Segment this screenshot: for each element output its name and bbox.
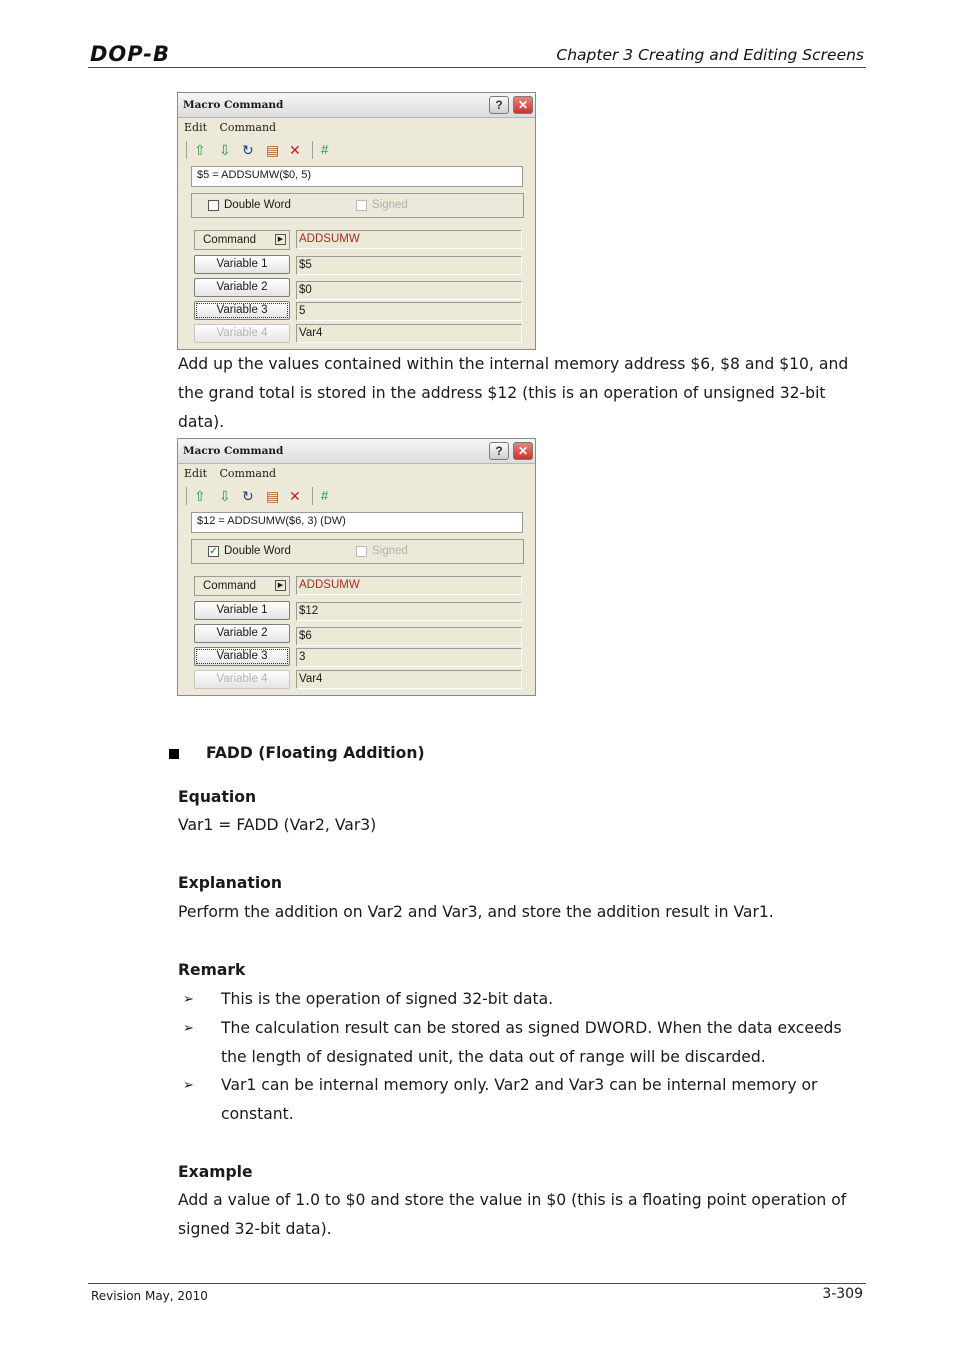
dialog-title: Macro Command (183, 99, 284, 111)
variable-4-button[interactable]: Variable 4 (194, 670, 290, 689)
section-title: FADD (Floating Addition) (206, 744, 425, 762)
signed-label: Signed (372, 199, 408, 211)
variable-2-button[interactable]: Variable 2 (194, 624, 290, 643)
revision-text: Revision May, 2010 (91, 1289, 208, 1303)
delete-icon[interactable]: ✕ (289, 142, 301, 158)
move-up-icon[interactable]: ⇧ (194, 488, 206, 504)
remark-item: ➢ This is the operation of signed 32-bit data. (183, 985, 865, 1014)
brand-logo: DOP-B (90, 42, 171, 66)
header-divider (88, 67, 866, 68)
undo-icon[interactable]: ↻ (242, 488, 254, 504)
command-selector[interactable] (194, 230, 290, 250)
arrow-bullet-icon: ➢ (183, 1021, 194, 1036)
variable-1-button[interactable]: Variable 1 (194, 255, 290, 274)
expression-field[interactable]: $5 = ADDSUMW($0, 5) (191, 166, 523, 187)
footer-divider (88, 1283, 866, 1284)
move-down-icon[interactable]: ⇩ (219, 142, 231, 158)
help-icon[interactable]: ? (489, 96, 509, 114)
explanation-heading: Explanation (178, 874, 282, 892)
variable-1-field[interactable]: $12 (296, 602, 522, 621)
move-down-icon[interactable]: ⇩ (219, 488, 231, 504)
variable-4-field[interactable]: Var4 (296, 324, 522, 343)
command-selector[interactable] (194, 576, 290, 596)
dialog-title-bar (178, 439, 535, 464)
variable-1-field[interactable]: $5 (296, 256, 522, 275)
menu-edit[interactable]: Edit (184, 121, 208, 134)
equation-text: Var1 = FADD (Var2, Var3) (178, 816, 377, 834)
close-icon[interactable]: ✕ (513, 442, 533, 460)
undo-icon[interactable]: ↻ (242, 142, 254, 158)
hash-icon[interactable]: # (321, 488, 329, 503)
variable-2-field[interactable]: $0 (296, 281, 522, 300)
macro-command-dialog-2 (177, 438, 536, 696)
menu-bar (184, 467, 285, 480)
page-number: 3-309 (822, 1286, 863, 1302)
play-icon: ▶ (275, 234, 286, 245)
command-label: Command (203, 580, 257, 592)
variable-2-field[interactable]: $6 (296, 627, 522, 646)
double-word-checkbox[interactable] (208, 200, 219, 211)
note-icon[interactable]: ▤ (266, 488, 280, 504)
variable-4-field[interactable]: Var4 (296, 670, 522, 689)
menu-command[interactable]: Command (219, 121, 277, 134)
explanation-text: Perform the addition on Var2 and Var3, and store the addition result in Var1. (178, 903, 774, 921)
intro-paragraph: Add up the values contained within the internal memory address $6, $8 and $10, and the grand total is stored in the address $12 (this is an operation of unsigned 32-bit data). (178, 355, 849, 431)
macro-command-dialog-1 (177, 92, 536, 350)
equation-heading: Equation (178, 788, 257, 806)
signed-label: Signed (372, 545, 408, 557)
arrow-bullet-icon: ➢ (183, 1078, 194, 1093)
signed-checkbox[interactable] (356, 200, 367, 211)
remark-heading: Remark (178, 961, 246, 979)
menu-command[interactable]: Command (219, 467, 277, 480)
hash-icon[interactable]: # (321, 142, 329, 157)
command-label: Command (203, 234, 257, 246)
dialog-title-bar (178, 93, 535, 118)
double-word-label: Double Word (224, 199, 291, 211)
variable-3-field[interactable]: 3 (296, 648, 522, 667)
delete-icon[interactable]: ✕ (289, 488, 301, 504)
options-group (191, 193, 524, 218)
note-icon[interactable]: ▤ (266, 142, 280, 158)
signed-checkbox[interactable] (356, 546, 367, 557)
variable-4-button[interactable]: Variable 4 (194, 324, 290, 343)
example-heading: Example (178, 1163, 253, 1181)
example-text: Add a value of 1.0 to $0 and store the value in $0 (this is a floating point operation of signed 32-bit data). (178, 1191, 847, 1238)
menu-bar (184, 121, 285, 134)
variable-2-button[interactable]: Variable 2 (194, 278, 290, 297)
double-word-checkbox[interactable]: ✓ (209, 546, 218, 557)
play-icon: ▶ (275, 580, 286, 591)
variable-1-button[interactable]: Variable 1 (194, 601, 290, 620)
variable-3-field[interactable]: 5 (296, 302, 522, 321)
remark-item: ➢ The calculation result can be stored as signed DWORD. When the data exceeds the length of designated unit, the data out of range will be discarded. (183, 1014, 865, 1072)
arrow-bullet-icon: ➢ (183, 992, 194, 1007)
variable-3-button[interactable]: Variable 3 (194, 647, 290, 666)
close-icon[interactable]: ✕ (513, 96, 533, 114)
command-value: ADDSUMW (296, 230, 522, 249)
options-group (191, 539, 524, 564)
help-icon[interactable]: ? (489, 442, 509, 460)
remark-item: ➢ Var1 can be internal memory only. Var2 and Var3 can be internal memory or constant. (183, 1071, 865, 1129)
expression-field[interactable]: $12 = ADDSUMW($6, 3) (DW) (191, 512, 523, 533)
dialog-title: Macro Command (183, 445, 284, 457)
menu-edit[interactable]: Edit (184, 467, 208, 480)
chapter-title: Chapter 3 Creating and Editing Screens (556, 46, 864, 64)
section-bullet (169, 749, 179, 759)
move-up-icon[interactable]: ⇧ (194, 142, 206, 158)
command-value: ADDSUMW (296, 576, 522, 595)
variable-3-button[interactable]: Variable 3 (194, 301, 290, 320)
double-word-label: Double Word (224, 545, 291, 557)
